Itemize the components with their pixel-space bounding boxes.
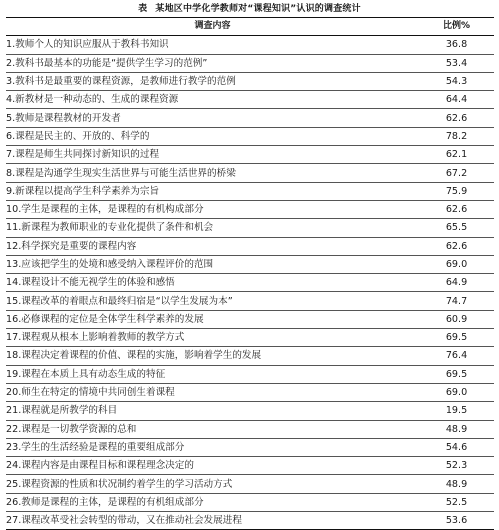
survey-item-text: 24.课程内容是由课程目标和课程理念决定的 [6,457,419,475]
table-row [6,255,494,273]
survey-item-text: 21.课程就是所教学的科目 [6,402,419,420]
table-row [6,182,494,200]
table-row [6,457,494,475]
table-row [6,438,494,456]
table-caption-title: 某地区中学化学教师对“课程知识”认识的调查统计 [155,4,361,14]
column-header-percent: 比例% [419,18,494,36]
table-row [6,164,494,182]
survey-item-percent: 78.2 [419,127,494,145]
survey-item-percent: 75.9 [419,182,494,200]
survey-item-percent: 69.0 [419,255,494,273]
survey-item-percent: 76.4 [419,347,494,365]
survey-item-percent: 62.1 [419,146,494,164]
table-row [6,420,494,438]
survey-item-percent: 69.5 [419,365,494,383]
table-row [6,365,494,383]
table-row [6,383,494,401]
table-row [6,402,494,420]
table-row [6,109,494,127]
survey-item-text: 8.课程是沟通学生现实生活世界与可能生活世界的桥梁 [6,164,419,182]
survey-item-percent: 48.9 [419,420,494,438]
survey-item-percent: 52.5 [419,493,494,511]
survey-item-percent: 64.4 [419,91,494,109]
table-row [6,72,494,90]
survey-item-text: 27.课程改革受社会转型的带动，又在推动社会发展进程 [6,512,419,530]
survey-item-percent: 52.3 [419,457,494,475]
table-row [6,200,494,218]
survey-item-percent: 69.0 [419,383,494,401]
table-caption-label: 表 [138,4,148,14]
survey-item-percent: 64.9 [419,274,494,292]
survey-item-text: 9.新课程以提高学生科学素养为宗旨 [6,182,419,200]
survey-item-text: 22.课程是一切教学资源的总和 [6,420,419,438]
survey-item-percent: 36.8 [419,36,494,54]
survey-item-text: 26.教师是课程的主体，是课程的有机组成部分 [6,493,419,511]
table-row [6,36,494,54]
table-row [6,91,494,109]
table-row [6,237,494,255]
survey-item-text: 25.课程资源的性质和状况制约着学生的学习活动方式 [6,475,419,493]
survey-item-text: 18.课程决定着课程的价值、课程的实施，影响着学生的发展 [6,347,419,365]
survey-item-text: 17.课程观从根本上影响着教师的教学方式 [6,329,419,347]
table-row [6,512,494,530]
survey-item-text: 13.应该把学生的处境和感受纳入课程评价的范围 [6,255,419,273]
table-header-row [6,18,494,36]
table-row [6,493,494,511]
survey-item-percent: 65.5 [419,219,494,237]
table-row [6,292,494,310]
survey-item-text: 16.必修课程的定位是全体学生科学素养的发展 [6,310,419,328]
survey-item-text: 6.课程是民主的、开放的、科学的 [6,127,419,145]
survey-item-percent: 53.4 [419,54,494,72]
survey-item-percent: 62.6 [419,200,494,218]
survey-item-percent: 74.7 [419,292,494,310]
survey-item-text: 10.学生是课程的主体，是课程的有机构成部分 [6,200,419,218]
table-row [6,146,494,164]
table-row [6,310,494,328]
survey-item-percent: 53.6 [419,512,494,530]
survey-table [6,17,494,530]
table-row [6,54,494,72]
survey-item-percent: 54.6 [419,438,494,456]
table-row [6,475,494,493]
survey-item-text: 14.课程设计不能无视学生的体验和感悟 [6,274,419,292]
survey-item-text: 19.课程在本质上具有动态生成的特征 [6,365,419,383]
survey-item-text: 15.课程改革的着眼点和最终归宿是“以学生发展为本” [6,292,419,310]
survey-item-text: 23.学生的生活经验是课程的重要组成部分 [6,438,419,456]
survey-item-percent: 54.3 [419,72,494,90]
survey-item-text: 11.新课程为教师职业的专业化提供了条件和机会 [6,219,419,237]
table-row [6,329,494,347]
survey-item-text: 4.新教材是一种动态的、生成的课程资源 [6,91,419,109]
table-row [6,219,494,237]
survey-item-text: 5.教师是课程教材的开发者 [6,109,419,127]
table-row [6,347,494,365]
survey-item-text: 2.教科书最基本的功能是“提供学生学习的范例” [6,54,419,72]
survey-item-percent: 62.6 [419,237,494,255]
survey-item-text: 20.师生在特定的情境中共同创生着课程 [6,383,419,401]
survey-item-percent: 67.2 [419,164,494,182]
survey-item-percent: 48.9 [419,475,494,493]
table-row [6,274,494,292]
survey-item-text: 7.课程是师生共同探讨新知识的过程 [6,146,419,164]
table-row [6,127,494,145]
survey-item-text: 3.教科书是最重要的课程资源，是教师进行教学的范例 [6,72,419,90]
column-header-item: 调查内容 [6,18,419,36]
survey-item-percent: 62.6 [419,109,494,127]
survey-item-percent: 60.9 [419,310,494,328]
survey-item-percent: 19.5 [419,402,494,420]
survey-item-text: 12.科学探究是重要的课程内容 [6,237,419,255]
survey-item-percent: 69.5 [419,329,494,347]
survey-item-text: 1.教师个人的知识应服从于教科书知识 [6,36,419,54]
table-caption [0,1,499,14]
